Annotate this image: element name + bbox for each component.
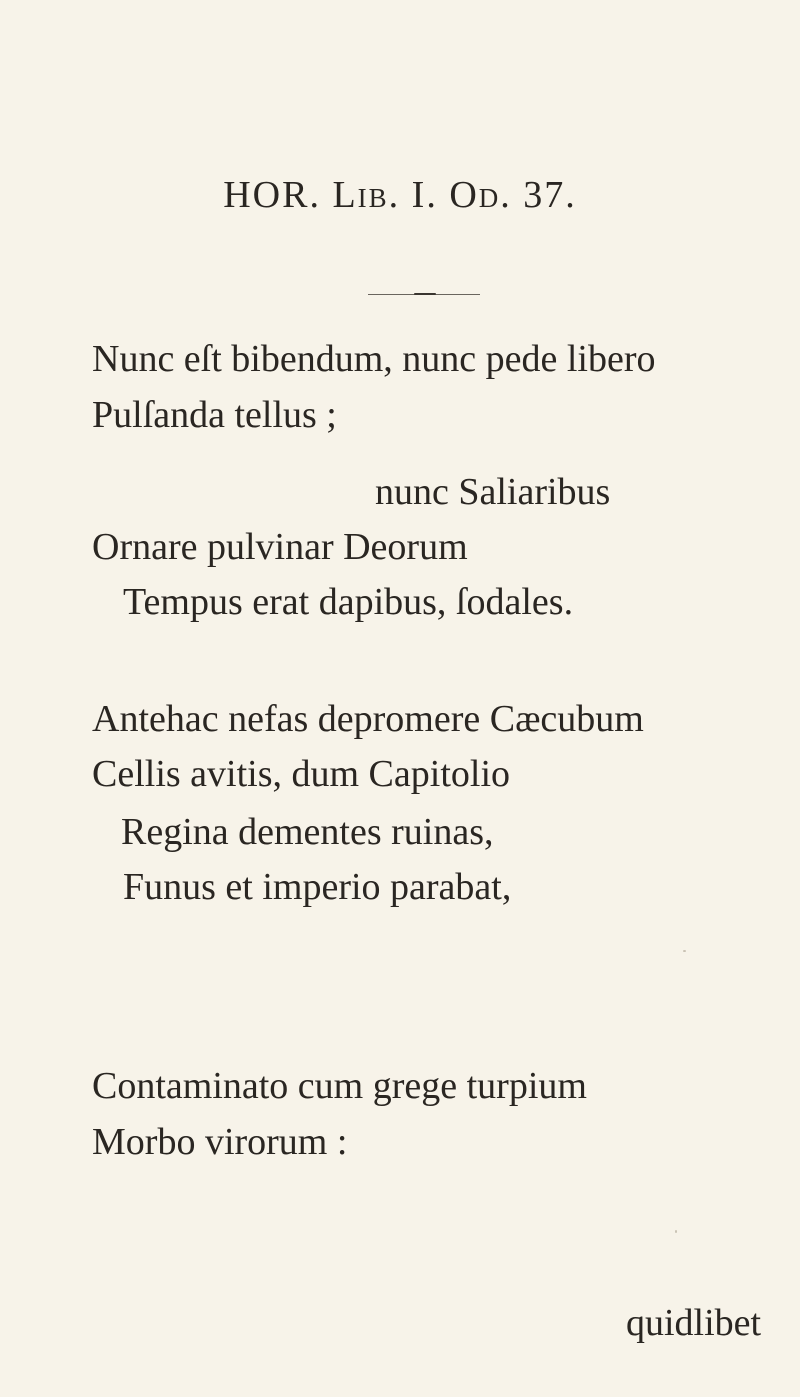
verse-line: Tempus erat dapibus, ſodales.: [123, 581, 574, 623]
header-author: HOR.: [223, 174, 321, 216]
verse-line: Nunc eſt bibendum, nunc pede libero: [92, 338, 656, 380]
verse-line: Contaminato cum grege turpium: [92, 1065, 587, 1107]
paper-speck: [675, 1230, 677, 1233]
catchword: quidlibet: [626, 1302, 762, 1344]
ornamental-rule: [368, 294, 480, 295]
verse-line: nunc Saliaribus: [375, 471, 611, 513]
running-header: [0, 176, 800, 214]
verse-line: Morbo virorum :: [92, 1121, 348, 1163]
verse-line: Funus et imperio parabat,: [123, 866, 512, 908]
paper-speck: [683, 950, 686, 952]
verse-line: Antehac nefas depromere Cæcubum: [92, 698, 644, 740]
verse-line: Cellis avitis, dum Capitolio: [92, 753, 510, 795]
verse-line: Regina dementes ruinas,: [121, 811, 494, 853]
verse-line: Pulſanda tellus ;: [92, 394, 337, 436]
verse-line: Ornare pulvinar Deorum: [92, 526, 468, 568]
header-book: Lib. I.: [332, 174, 438, 216]
header-ode: Od. 37.: [449, 174, 577, 216]
